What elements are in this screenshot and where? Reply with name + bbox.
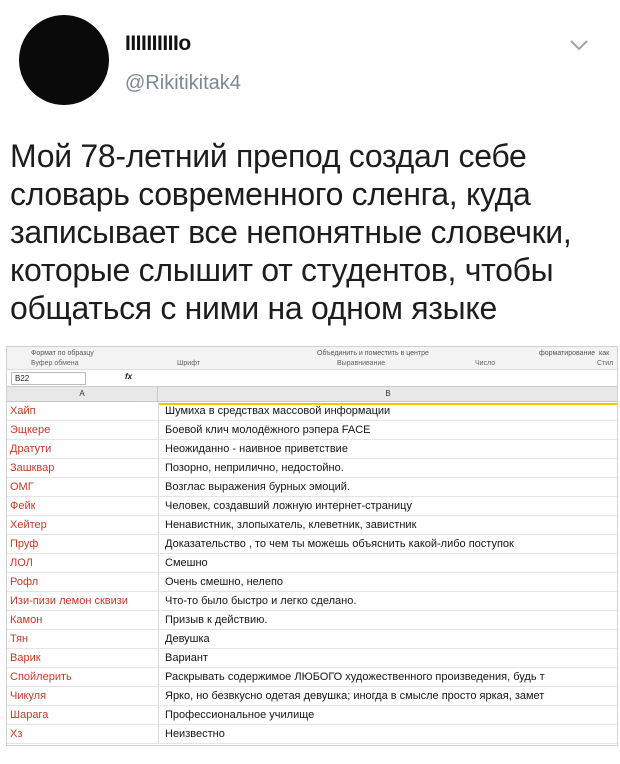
- column-divider: [158, 668, 159, 686]
- column-divider: [158, 630, 159, 648]
- table-row: [7, 421, 617, 440]
- display-name[interactable]: IIIIIIIIIIo: [125, 32, 191, 55]
- term-cell: Эщкере: [10, 424, 51, 436]
- table-row: [7, 516, 617, 535]
- tweet-text: Мой 78-летний препод создал себе словарь современного сленга, куда записывает все непонятные словечки, которые слышит от студентов, чтобы общаться с ними на одном языке: [10, 138, 572, 326]
- column-divider: [158, 554, 159, 572]
- definition-cell: Позорно, неприлично, недостойно.: [165, 462, 344, 474]
- table-row: [7, 554, 617, 573]
- definition-cell: Смешно: [165, 557, 208, 569]
- term-cell: Зашквар: [10, 462, 55, 474]
- definition-cell: Ярко, но безвкусно одетая девушка; иногда в смысле просто яркая, замет: [165, 690, 545, 702]
- table-row: [7, 573, 617, 592]
- avatar[interactable]: [19, 15, 109, 105]
- column-divider: [158, 497, 159, 515]
- ribbon-group-label: Шрифт: [177, 360, 201, 367]
- term-cell: Пруф: [10, 538, 39, 550]
- table-row: [7, 402, 617, 421]
- table-row: [7, 497, 617, 516]
- column-divider: [158, 516, 159, 534]
- table-row: [7, 535, 617, 554]
- handle[interactable]: @Rikitikitak4: [125, 72, 241, 94]
- term-cell: ОМГ: [10, 481, 34, 493]
- ribbon-group-label: Буфер обмена: [31, 360, 79, 367]
- term-cell: Дратути: [10, 443, 52, 455]
- ribbon-group-label: Число: [475, 360, 496, 367]
- ribbon-item: форматирование: [539, 350, 596, 357]
- table-row: [7, 649, 617, 668]
- ribbon-item: как: [599, 350, 610, 357]
- definition-cell: Шумиха в средствах массовой информации: [165, 405, 391, 417]
- ribbon-group-label: Выравнивание: [337, 360, 386, 367]
- table-rows: [7, 402, 617, 744]
- ribbon: [7, 347, 617, 370]
- table-row: [7, 725, 617, 744]
- column-divider: [158, 421, 159, 439]
- column-divider: [158, 649, 159, 667]
- term-cell: Чикуля: [10, 690, 47, 702]
- column-divider: [158, 535, 159, 553]
- definition-cell: Девушка: [165, 633, 210, 645]
- column-divider: [158, 573, 159, 591]
- column-headers: [7, 387, 617, 402]
- table-row: [7, 630, 617, 649]
- definition-cell: Очень смешно, нелепо: [165, 576, 284, 588]
- ribbon-item: Формат по образцу: [31, 350, 94, 357]
- table-row: [7, 459, 617, 478]
- formula-bar: [7, 370, 617, 387]
- term-cell: Шарага: [10, 709, 49, 721]
- ribbon-item: Объединить и поместить в центре: [317, 350, 429, 357]
- term-cell: Рофл: [10, 576, 39, 588]
- table-row: [7, 668, 617, 687]
- name-box: B22: [11, 372, 86, 385]
- definition-cell: Возглас выражения бурных эмоций.: [165, 481, 350, 493]
- term-cell: Тян: [10, 633, 29, 645]
- table-row: [7, 611, 617, 630]
- definition-cell: Неожиданно - наивное приветствие: [165, 443, 348, 455]
- spreadsheet-image: [6, 346, 618, 746]
- ribbon-group-label: Стил: [597, 360, 614, 367]
- definition-cell: Вариант: [165, 652, 208, 664]
- table-row: [7, 687, 617, 706]
- table-row: [7, 706, 617, 725]
- term-cell: Хайп: [10, 405, 36, 417]
- column-divider: [158, 440, 159, 458]
- column-header-a: A: [7, 387, 158, 401]
- fx-icon: fx: [125, 372, 133, 381]
- term-cell: Фейк: [10, 500, 36, 512]
- definition-cell: Боевой клич молодёжного рэпера FACE: [165, 424, 371, 436]
- table-row: [7, 440, 617, 459]
- term-cell: Варик: [10, 652, 41, 664]
- definition-cell: Ненавистник, злопыхатель, клеветник, завистник: [165, 519, 417, 531]
- table-row: [7, 478, 617, 497]
- column-divider: [158, 592, 159, 610]
- column-header-b: B: [385, 389, 391, 398]
- column-divider: [158, 478, 159, 496]
- term-cell: ЛОЛ: [10, 557, 33, 569]
- definition-cell: Профессиональное училище: [165, 709, 315, 721]
- column-divider: [158, 687, 159, 705]
- term-cell: Хейтер: [10, 519, 47, 531]
- definition-cell: Доказательство , то чем ты можешь объяснить какой-либо поступок: [165, 538, 514, 550]
- definition-cell: Раскрывать содержимое ЛЮБОГО художественного произведения, будь т: [165, 671, 545, 683]
- chevron-down-icon[interactable]: [568, 38, 590, 52]
- term-cell: Изи-пизи лемон сквизи: [10, 595, 128, 607]
- term-cell: Камон: [10, 614, 43, 626]
- term-cell: Спойлерить: [10, 671, 72, 683]
- column-divider: [158, 706, 159, 724]
- column-divider: [158, 402, 159, 420]
- definition-cell: Призыв к действию.: [165, 614, 268, 626]
- column-divider: [158, 611, 159, 629]
- table-row: [7, 592, 617, 611]
- definition-cell: Что-то было быстро и легко сделано.: [165, 595, 357, 607]
- definition-cell: Человек, создавший ложную интернет-страницу: [165, 500, 412, 512]
- term-cell: Хз: [10, 728, 23, 740]
- column-divider: [158, 725, 159, 743]
- column-divider: [158, 459, 159, 477]
- definition-cell: Неизвестно: [165, 728, 225, 740]
